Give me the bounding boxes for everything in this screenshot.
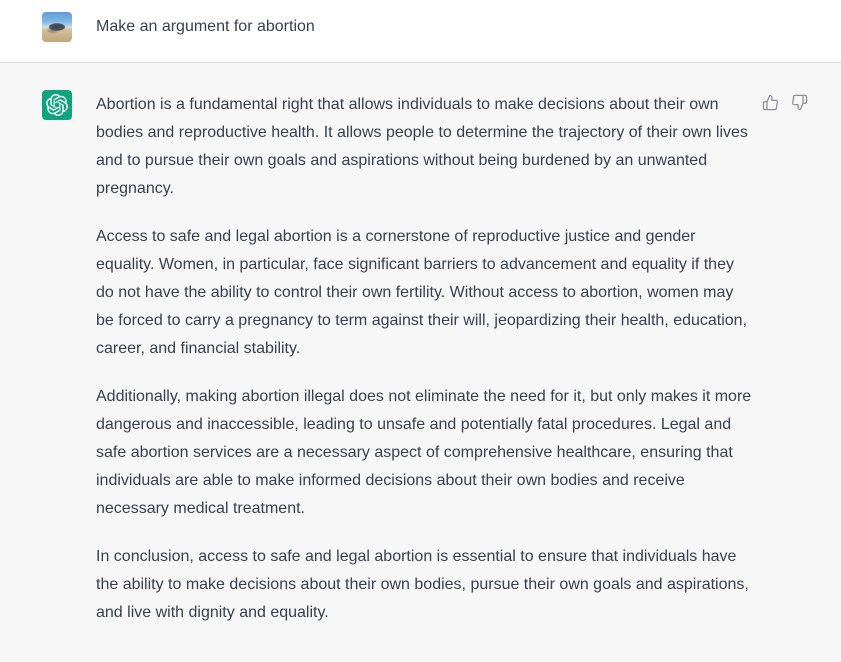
user-message-text: Make an argument for abortion	[96, 18, 315, 35]
assistant-message-text	[96, 90, 752, 627]
thumbs-up-icon[interactable]	[762, 94, 779, 111]
assistant-message-row	[0, 63, 841, 662]
thumbs-down-icon[interactable]	[791, 94, 808, 111]
assistant-paragraph: Additionally, making abortion illegal does not eliminate the need for it, but only makes it more dangerous and inaccessible, leading to unsafe and potentially fatal procedures. Legal and safe abortion services are a necessary aspect of comprehensive healthcare, ensuring that individuals are able to make informed decisions about their own bodies and receive necessary medical treatment.	[96, 388, 752, 517]
user-message-row	[0, 0, 841, 63]
user-avatar	[42, 12, 72, 42]
assistant-paragraph: Abortion is a fundamental right that allows individuals to make decisions about their own bodies and reproductive health. It allows people to determine the trajectory of their own lives and to pursue their own goals and aspirations without being burdened by an unwanted pregnancy.	[96, 96, 748, 197]
assistant-paragraph: Access to safe and legal abortion is a cornerstone of reproductive justice and gender equality. Women, in particular, face significant barriers to advancement and equality if they do not have the ability to control their own fertility. Without access to abortion, women may be forced to carry a pregnancy to term against their will, jeopardizing their health, education, career, and financial stability.	[96, 228, 748, 357]
chatgpt-logo-icon	[42, 90, 72, 120]
feedback-controls	[762, 90, 808, 111]
assistant-paragraph: In conclusion, access to safe and legal abortion is essential to ensure that individuals have the ability to make decisions about their own bodies, pursue their own goals and aspirations, and live with dignity and equality.	[96, 548, 749, 621]
